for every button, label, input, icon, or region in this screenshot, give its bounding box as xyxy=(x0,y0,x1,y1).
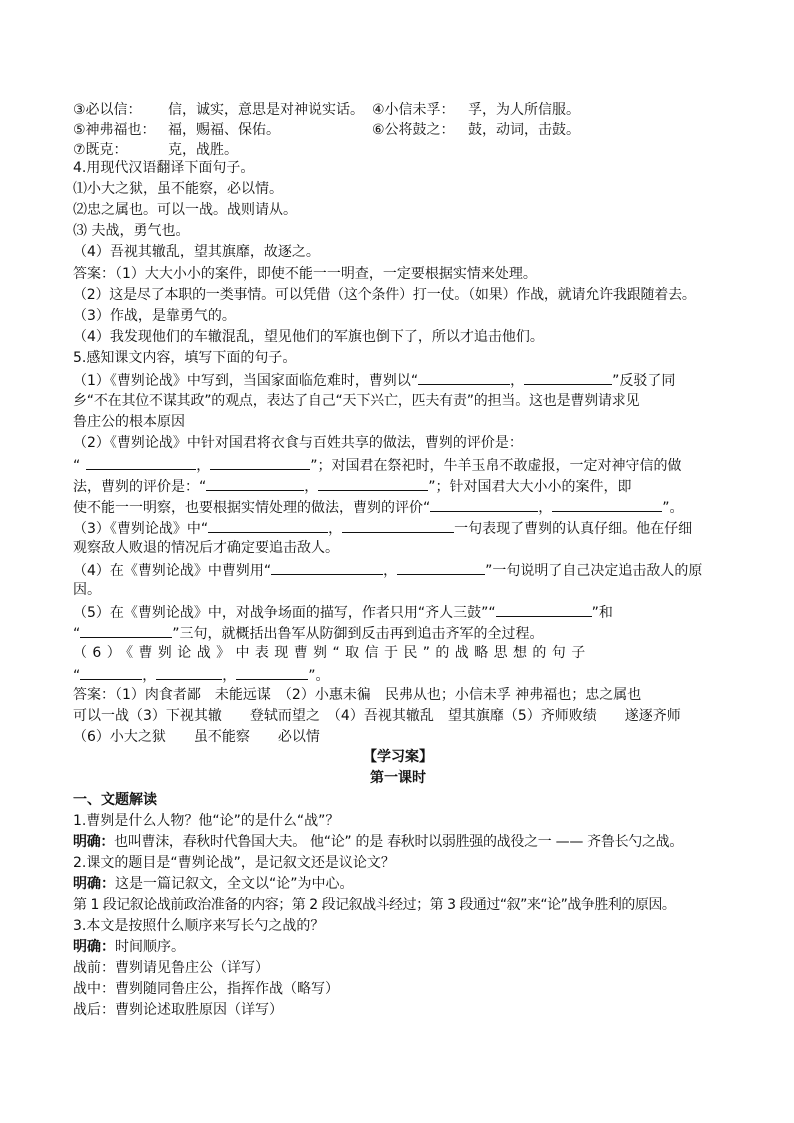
stage-item: 战中：曹刿随同鲁庄公，指挥作战（略写） xyxy=(73,981,339,997)
answer-label: 明确： xyxy=(73,939,115,955)
q5-part2: （2）《曹刿论战》中针对国君将衣食与百姓共享的做法，曹刿的评价是： xyxy=(73,435,523,451)
q5-title: 5.感知课文内容，填写下面的句子。 xyxy=(73,350,297,366)
fill-blank xyxy=(156,665,222,680)
answer-label: 答案： xyxy=(73,266,115,282)
answer-label: 明确： xyxy=(73,876,115,892)
glossary-term: ④小信未孚： xyxy=(372,102,455,118)
q5-part2-blanks: 法，曹刿的评价是：“ ， ”；针对国君大大小小的案件，即 xyxy=(73,476,723,497)
study-answer: 明确：时间顺序。 xyxy=(73,939,185,955)
glossary-def: 鼓，动词，击鼓。 xyxy=(468,122,580,138)
fill-blank xyxy=(342,518,454,533)
fill-blank xyxy=(318,476,428,491)
fill-blank xyxy=(430,497,538,512)
glossary-def: 克，战胜。 xyxy=(168,142,238,158)
q5-answer: 答案：（1）肉食者鄙 未能远谋 （2）小惠未徧 民弗从也；小信未孚 神弗福也；忠之属也 xyxy=(73,687,642,703)
q5-part1: （1）《曹刿论战》中写到，当国家面临危难时，曹刿以“ ， ”反驳了同 xyxy=(73,370,723,391)
lesson-title: 第一课时 xyxy=(370,770,426,786)
answer-text: （1）大大小小的案件，即使不能一一明查，一定要根据实情来处理。 xyxy=(115,266,537,282)
q5-part1-cont: 乡“不在其位不谋其政”的观点，表达了自己“天下兴亡，匹夫有责”的担当。这也是曹刿请求见 xyxy=(73,393,640,409)
glossary-term: ⑥公将鼓之： xyxy=(372,122,455,138)
q4-item: ⑴小大之狱，虽不能察，必以情。 xyxy=(73,181,283,197)
q5-part3: （3）《曹刿论战》中“ ， 一句表现了曹刿的认真仔细。他在仔细 xyxy=(73,518,723,539)
study-answer: 明确：也叫曹沫，春秋时代鲁国大夫。 他“论” 的是 春秋时以弱胜强的战役之一 —— 齐鲁长勺之战。 xyxy=(73,834,684,850)
q5-part5: （5）在《曹刿论战》中，对战争场面的描写，作者只用“齐人三鼓”“ ”和 xyxy=(73,602,723,623)
glossary-def: 福，赐福、保佑。 xyxy=(168,122,280,138)
answer-label: 明确： xyxy=(73,834,115,850)
q4-answer: （4）我发现他们的车辙混乱，望见他们的军旗也倒下了，所以才追击他们。 xyxy=(73,329,544,345)
section-heading: 一、文题解读 xyxy=(73,792,157,808)
q5-part4: （4）在《曹刿论战》中曹刿用“ ， ”一句说明了自己决定追击敌人的原 xyxy=(73,560,723,581)
study-answer-detail: 第 1 段记叙论战前政治准备的内容；第 2 段记叙战斗经过；第 3 段通过“叙”来“论”战争胜利的原因。 xyxy=(73,897,676,913)
glossary-def: 孚，为人所信服。 xyxy=(468,102,580,118)
q4-title: 4.用现代汉语翻译下面句子。 xyxy=(73,160,255,176)
fill-blank xyxy=(418,370,510,385)
q4-item: ⑶ 夫战，勇气也。 xyxy=(73,223,190,239)
stage-item: 战后：曹刿论述取胜原因（详写） xyxy=(73,1002,283,1018)
study-answer: 明确：这是一篇记叙文，全文以“论”为中心。 xyxy=(73,876,354,892)
q5-part1-cont: 鲁庄公的根本原因 xyxy=(73,414,185,430)
study-question: 1.曹刿是什么人物？他“论”的是什么“战”？ xyxy=(73,813,340,829)
q4-item: （4）吾视其辙乱，望其旗靡，故逐之。 xyxy=(73,244,320,260)
q5-part6-blanks: “ ， ， ”。 xyxy=(73,665,723,686)
glossary-term: ③必以信： xyxy=(73,102,142,118)
fill-blank xyxy=(80,623,172,638)
fill-blank xyxy=(552,497,662,512)
q5-part2-blanks: 使不能一一明察，也要根据实情处理的做法，曹刿的评价“ ， ”。 xyxy=(73,497,723,518)
glossary-term: ⑦既克： xyxy=(73,142,128,158)
q5-part2-blanks: “ ， ”；对国君在祭祀时，牛羊玉帛不敢虚报，一定对神守信的做 xyxy=(73,455,723,476)
study-heading: 【学习案】 xyxy=(363,749,433,765)
fill-blank xyxy=(210,455,310,470)
q5-part6: （6）《曹刿论战》中表现曹刿“取信于民”的战略思想的句子 xyxy=(73,645,591,661)
fill-blank xyxy=(206,476,304,491)
q5-part4-cont: 因。 xyxy=(73,582,101,598)
glossary-term: ⑤神弗福也： xyxy=(73,122,156,138)
fill-blank xyxy=(208,518,328,533)
stage-item: 战前：曹刿请见鲁庄公（详写） xyxy=(73,960,269,976)
fill-blank xyxy=(271,560,383,575)
q4-answer xyxy=(73,265,723,284)
fill-blank xyxy=(397,560,485,575)
study-question: 3.本文是按照什么顺序来写长勺之战的？ xyxy=(73,918,325,934)
q5-part3-cont: 观察敌人败退的情况后才确定要追击敌人。 xyxy=(73,540,339,556)
q5-answer: （6）小大之狱 虽不能察 必以情 xyxy=(73,729,320,745)
q4-answer: （2）这是尽了本职的一类事情。可以凭借（这个条件）打一仗。（如果）作战，就请允许我跟随着去。 xyxy=(73,287,696,303)
fill-blank xyxy=(524,370,612,385)
q4-answer: （3）作战，是靠勇气的。 xyxy=(73,308,236,324)
q4-item: ⑵忠之属也。可以一战。战则请从。 xyxy=(73,202,297,218)
q5-answer: 可以一战（3）下视其辙 登轼而望之 （4）吾视其辙乱 望其旗靡（5）齐师败绩 遂逐齐师 xyxy=(73,708,681,724)
glossary-def: 信，诚实，意思是对神说实话。 xyxy=(168,102,364,118)
fill-blank xyxy=(236,665,308,680)
fill-blank xyxy=(86,455,196,470)
study-question: 2.课文的题目是“曹刿论战”，是记叙文还是议论文？ xyxy=(73,855,395,871)
fill-blank xyxy=(80,665,142,680)
fill-blank xyxy=(496,602,592,617)
q5-part5-cont: “ ”三句，就概括出鲁军从防御到反击再到追击齐军的全过程。 xyxy=(73,623,723,644)
